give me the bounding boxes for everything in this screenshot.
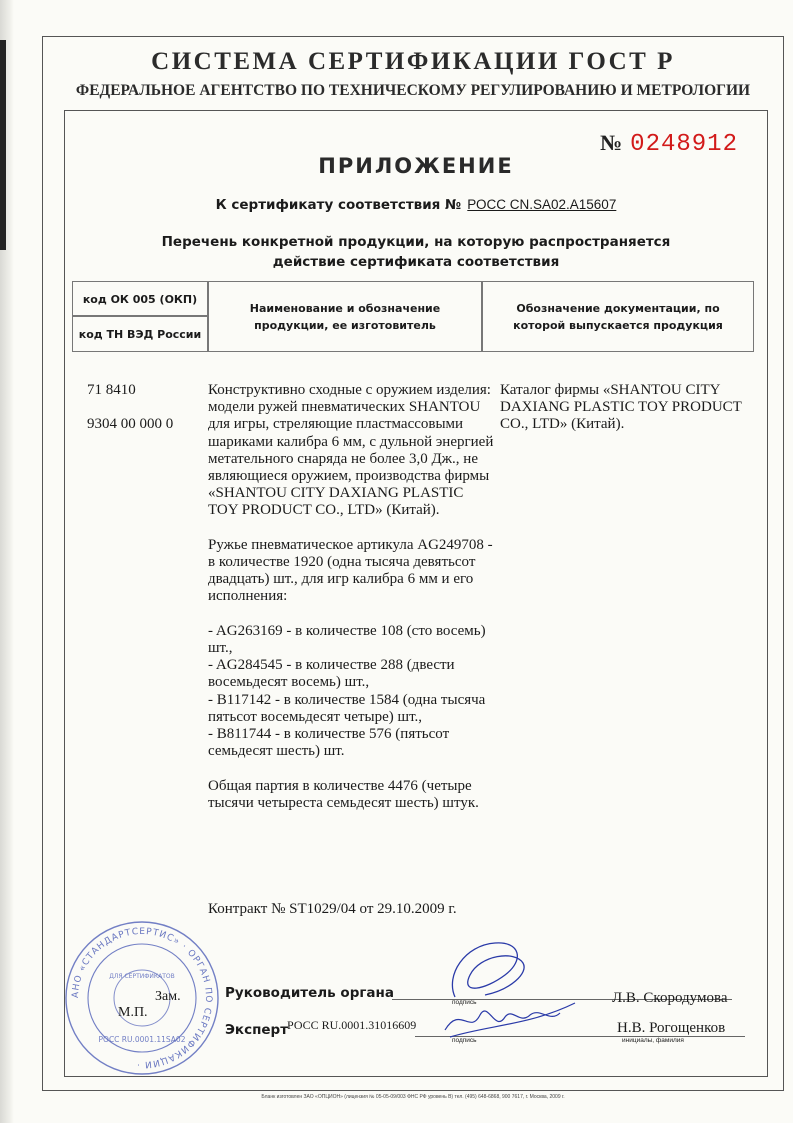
total-quantity: Общая партия в количестве 4476 (четыре тысячи четыреста семьдесят шесть) штук. bbox=[208, 777, 479, 811]
list-title-line-2: действие сертификата соответствия bbox=[272, 254, 560, 270]
header-documentation bbox=[482, 281, 754, 352]
header-tnved-code: код ТН ВЭД России bbox=[72, 316, 208, 352]
expert-registration: РОСС RU.0001.31016609 bbox=[287, 1018, 417, 1032]
seal-place-mark: М.П. bbox=[118, 1005, 148, 1020]
expert-signature bbox=[440, 995, 580, 1045]
stamp-ring-text: АНО «СТАНДАРТСЕРТИС» · ОРГАН ПО СЕРТИФИКАЦИИ · bbox=[70, 926, 214, 1070]
printer-footer: Бланк изготовлен ЗАО «ОПЦИОН» (лицензия № 05-05-09/003 ФНС РФ уровень В) тел. (495) 648-6868, 900 7617, г. Москва, 2009 г. bbox=[261, 1094, 565, 1100]
number-sign: № bbox=[600, 130, 623, 155]
list-item: - AG284545 - в количестве 288 (двести восемьдесят восемь) шт., bbox=[208, 657, 455, 691]
header-documentation-text: Обозначение документации, по которой выпускается продукция bbox=[513, 301, 723, 332]
agency-title: ФЕДЕРАЛЬНОЕ АГЕНТСТВО ПО ТЕХНИЧЕСКОМУ РЕГУЛИРОВАНИЮ И МЕТРОЛОГИИ bbox=[75, 82, 751, 99]
head-sign-caption: подпись bbox=[452, 999, 477, 1006]
list-title bbox=[64, 232, 768, 272]
product-description bbox=[208, 382, 494, 829]
expert-name: Н.В. Рогощенков bbox=[617, 1020, 726, 1036]
initials-caption: инициалы, фамилия bbox=[622, 1037, 684, 1044]
certificate-reference bbox=[64, 197, 768, 213]
header-product-name bbox=[208, 281, 482, 352]
head-label: Руководитель органа bbox=[225, 985, 394, 1001]
okp-code: 71 8410 bbox=[87, 382, 136, 398]
article-text: Ружье пневматическое артикула AG249708 - в количестве 1920 (одна тысяча девятьсот двадцать) шт., для игр калибра 6 мм и его исполнения: bbox=[208, 536, 493, 605]
product-main-text: Конструктивно сходные с оружием изделия: модели ружей пневматических SHANTOU для игры, стреляющие пластмассовыми шариками калибра 6 мм, с дульной энергией метательного снаряда не более 3,0 Дж., не являющиеся оружием, производства фирмы «SHANTOU CITY DAXIANG PLASTIC TOY PRODUCT CO., LTD» (Китай). bbox=[208, 382, 494, 519]
list-title-line-1: Перечень конкретной продукции, на которую распространяется bbox=[161, 234, 671, 250]
expert-sign-caption: подпись bbox=[452, 1037, 477, 1044]
documentation-text: Каталог фирмы «SHANTOU CITY DAXIANG PLASTIC TOY PRODUCT CO., LTD» (Китай). bbox=[500, 382, 742, 433]
certificate-number: РОСС CN.SA02.A15607 bbox=[467, 197, 617, 212]
form-number-value: 0248912 bbox=[630, 131, 738, 158]
contract-reference: Контракт № ST1029/04 от 29.10.2009 г. bbox=[208, 901, 457, 917]
header-product-name-text: Наименование и обозначение продукции, ее изготовитель bbox=[249, 301, 441, 332]
appendix-title: ПРИЛОЖЕНИЕ bbox=[318, 154, 514, 178]
system-title: СИСТЕМА СЕРТИФИКАЦИИ ГОСТ Р bbox=[151, 48, 675, 75]
stamp-bottom-text: РОСС RU.0001.11SA02 bbox=[98, 1035, 186, 1044]
seal-stamp bbox=[62, 918, 222, 1078]
list-item: - B811744 - в количестве 576 (пятьсот семьдесят шесть) шт. bbox=[208, 726, 450, 760]
head-name: Л.В. Скородумова bbox=[612, 990, 728, 1006]
scan-edge-shadow bbox=[0, 40, 6, 250]
list-item: - AG263169 - в количестве 108 (сто восемь) шт., bbox=[208, 622, 486, 657]
certificate-label: К сертификату соответствия № bbox=[215, 197, 462, 213]
list-item: - B117142 - в количестве 1584 (одна тысяча пятьсот восемьдесят четыре) шт., bbox=[208, 691, 486, 725]
variant-list bbox=[208, 623, 494, 761]
svg-text:АНО «СТАНДАРТСЕРТИС» · ОРГАН П bbox=[71, 927, 213, 1069]
expert-label: Эксперт bbox=[225, 1022, 289, 1038]
tnved-code: 9304 00 000 0 bbox=[87, 416, 174, 432]
stamp-center-text: ДЛЯ СЕРТИФИКАТОВ bbox=[109, 973, 175, 980]
deputy-mark: Зам. bbox=[155, 989, 181, 1004]
header-okp-code: код ОК 005 (ОКП) bbox=[72, 281, 208, 316]
